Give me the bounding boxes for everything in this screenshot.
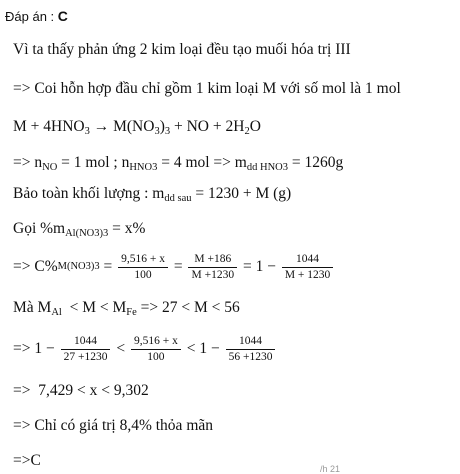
t: ) xyxy=(159,118,165,135)
t: = 1230 + M (g) xyxy=(191,185,292,202)
numerator: 1044 xyxy=(282,253,333,268)
t: = xyxy=(169,258,187,275)
fraction xyxy=(118,253,168,282)
t: Bảo toàn khối lượng : m xyxy=(13,185,165,202)
t: < 1 − xyxy=(182,340,224,357)
line-6-define-x xyxy=(13,220,145,238)
t: => 27 < M < 56 xyxy=(136,299,240,316)
numerator: 1044 xyxy=(61,335,111,350)
t: = 1 − xyxy=(239,258,280,275)
t: + NO + 2H xyxy=(170,118,245,135)
t: < xyxy=(112,340,129,357)
line-8-bounds xyxy=(13,299,240,317)
sub: dd HNO3 xyxy=(246,162,288,173)
denominator: M +1230 xyxy=(191,268,235,281)
t: Gọi %m xyxy=(13,220,66,237)
sub: dd sau xyxy=(164,193,192,204)
line-10-range: => 7,429 < x < 9,302 xyxy=(13,382,149,399)
answer-label: Đáp án : xyxy=(5,9,58,24)
fraction xyxy=(188,253,237,282)
t: Mà M xyxy=(13,299,52,316)
t: = 4 mol => m xyxy=(157,154,247,171)
line-11-conclusion: => Chỉ có giá trị 8,4% thỏa mãn xyxy=(13,417,214,434)
numerator: 1044 xyxy=(226,335,276,350)
fraction xyxy=(226,335,276,364)
line-12-final: =>C xyxy=(13,452,41,469)
t: M + 4HNO xyxy=(13,118,85,135)
sub: HNO3 xyxy=(129,162,158,173)
denominator: 27 +1230 xyxy=(63,350,108,363)
fraction xyxy=(61,335,111,364)
line-5-mass-conservation xyxy=(13,185,291,203)
answer-header xyxy=(5,7,68,26)
numerator: M +186 xyxy=(188,253,237,268)
sub: Fe xyxy=(126,307,137,318)
fraction xyxy=(282,253,333,282)
line-3-reaction xyxy=(13,118,261,136)
denominator: M + 1230 xyxy=(284,268,331,281)
t: = 1260g xyxy=(287,154,344,171)
line-2: => Coi hỗn hợp đầu chỉ gồm 1 kim loại M với số mol là 1 mol xyxy=(13,80,401,97)
t: = 1 mol ; n xyxy=(57,154,130,171)
t: → M(NO xyxy=(89,118,155,135)
line-7-concentration-equation: => C% M(NO3)3 = $\frac{9,516 + x}{100}$ = $\frac{M +186}{M +1230}$ = 1 − $\frac{1044}{M + 1230}$ xyxy=(13,249,335,285)
t: => C% xyxy=(13,258,58,275)
denominator: 100 xyxy=(134,268,152,281)
sub: 2 xyxy=(244,126,250,137)
sub: 3 xyxy=(84,126,90,137)
fraction xyxy=(131,335,181,364)
t: = xyxy=(99,258,117,275)
footer-fragment: /h 21 xyxy=(319,464,340,474)
numerator: 9,516 + x xyxy=(118,253,168,268)
sub: 3 xyxy=(154,126,160,137)
sub: Al xyxy=(51,307,62,318)
sub: NO xyxy=(42,162,58,173)
answer-letter: C xyxy=(57,8,68,24)
denominator: 100 xyxy=(147,350,165,363)
t: => n xyxy=(13,154,43,171)
sub: Al(NO3)3 xyxy=(65,228,109,239)
numerator: 9,516 + x xyxy=(131,335,181,350)
denominator: 56 +1230 xyxy=(228,350,273,363)
t: => 1 − xyxy=(13,340,59,357)
line-9-inequality xyxy=(13,331,277,367)
sub: 3 xyxy=(164,126,171,137)
t: < M < M xyxy=(61,299,127,316)
line-4-moles xyxy=(13,154,343,172)
t: = x% xyxy=(108,220,146,237)
line-1: Vì ta thấy phản ứng 2 kim loại đều tạo muối hóa trị III xyxy=(13,41,351,58)
t: O xyxy=(249,118,261,135)
